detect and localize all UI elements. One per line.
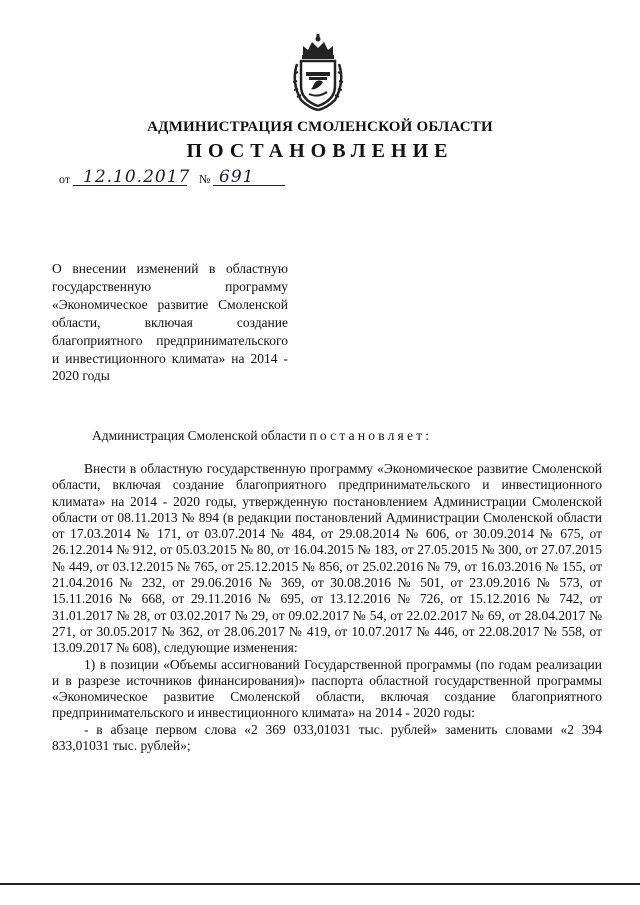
smolensk-coat-of-arms-icon [287,34,349,112]
number-prefix: № [199,172,211,186]
document-type-title: ПОСТАНОВЛЕНИЕ [186,140,454,162]
document-body [52,461,602,754]
preamble [92,428,432,444]
decree-word: постановляет: [309,428,433,443]
body-paragraph: - в абзаце первом слова «2 369 033,01031 тыс. рублей» заменить словами «2 394 833,01031 тыс. рублей»; [52,721,602,754]
body-paragraph: 1) в позиции «Объемы ассигнований Государственной программы (по годам реализации и в разрезе источников финансирования)» паспорта областной государственной программы «Экономическое развитие Смоленской области, включая создание благоприятного предпринимательского и инвестиционного климата» на 2014 - 2020 годы: [52,656,602,721]
body-paragraph: Внести в областную государственную программу «Экономическое развитие Смоленской области, включая создание благоприятного предпринимательского и инвестиционного климата» на 2014 - 2020 годы, утвержденную постановлением Администрации Смоленской области от 08.11.2013 № 894 (в редакции постановлений Администрации Смоленской области от 17.03.2014 № 171, от 03.07.2014 № 484, от 29.08.2014 № 606, от 30.09.2014 № 675, от 26.12.2014 № 912, от 05.03.2015 № 80, от 16.04.2015 № 183, от 27.05.2015 № 300, от 27.07.2015 № 449, от 03.12.2015 № 765, от 25.12.2015 № 856, от 25.02.2016 № 79, от 16.03.2016 № 155, от 21.04.2016 № 232, от 29.06.2016 № 369, от 30.08.2016 № 501, от 23.09.2016 № 573, от 15.11.2016 № 668, от 29.11.2016 № 695, от 13.12.2016 № 726, от 15.12.2016 № 742, от 31.01.2017 № 28, от 03.02.2017 № 29, от 09.02.2017 № 54, от 22.02.2017 № 69, от 28.04.2017 № 271, от 30.05.2017 № 362, от 28.06.2017 № 419, от 10.07.2017 № 446, от 22.08.2017 № 558, от 13.09.2017 № 608), следующие изменения: [52,461,602,656]
date-number-line [59,167,299,189]
date-prefix: от [59,172,71,186]
handwritten-date: 12.10.2017 [83,167,191,187]
page-bottom-rule [0,883,640,885]
preamble-text: Администрация Смоленской области [92,428,307,443]
organization-title: АДМИНИСТРАЦИЯ СМОЛЕНСКОЙ ОБЛАСТИ [147,119,493,135]
handwritten-number: 691 [219,167,255,187]
document-subject: О внесении изменений в областную государственную программу «Экономическое развитие Смоленской области, включая создание благоприятного предпринимательского и инвестиционного климата» на 2014 - 2020 годы [52,261,288,384]
